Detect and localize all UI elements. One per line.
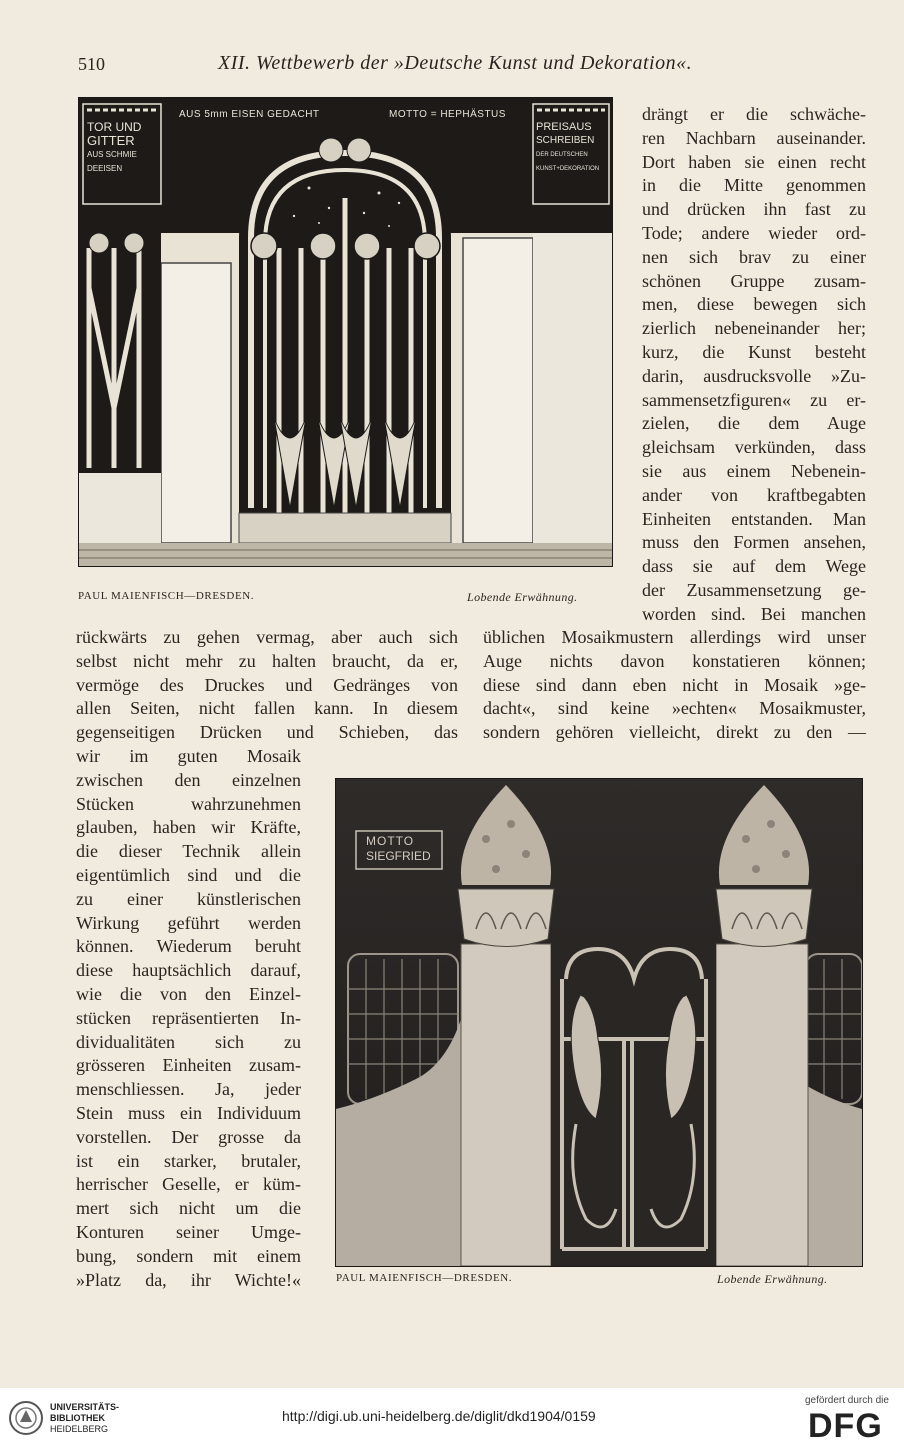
text-line: die dieser Technik allein — [76, 841, 301, 862]
figure-2-caption-award: Lobende Erwähnung. — [717, 1272, 828, 1286]
text-line: dass sie auf dem Wege — [642, 556, 866, 577]
university-seal-icon — [8, 1400, 44, 1436]
text-line: schönen Gruppe zusam- — [642, 270, 866, 291]
figure-1-plate-title: AUS 5mm EISEN GEDACHT — [179, 109, 320, 120]
text-line: sondern gehören vielleicht, direkt zu den — — [483, 722, 866, 743]
text-line: nen sich brav zu einer — [642, 246, 866, 267]
text-line: men, diese bewegen sich — [642, 294, 866, 315]
library-line: UNIVERSITÄTS- — [50, 1402, 120, 1412]
right-sign-line: PREISAUS — [536, 121, 592, 133]
left-sign-line: TOR UND — [87, 120, 142, 134]
motto-sign-line: MOTTO — [366, 834, 415, 848]
text-line: wie die von den Einzel- — [76, 983, 301, 1004]
text-line: in die Mitte genommen — [642, 175, 866, 196]
digital-library-footer — [0, 1388, 904, 1452]
text-line: mert sich nicht um die — [76, 1198, 301, 1219]
text-line: Wirkung geführt werden — [76, 912, 301, 933]
text-line: rückwärts zu gehen vermag, aber auch sich — [76, 627, 458, 647]
text-line: Dort haben sie einen recht — [642, 151, 866, 172]
text-line: grösseren Einheiten zusam- — [76, 1055, 301, 1076]
figure-1-drawing — [79, 98, 612, 566]
text-line: zierlich nebeneinander her; — [642, 318, 866, 339]
text-line: vorstellen. Der grosse da — [76, 1126, 301, 1147]
right-sign-line: DER DEUTSCHEN — [536, 152, 588, 158]
text-line: Einheiten entstanden. Man — [642, 508, 866, 529]
figure-2-caption-author: PAUL MAIENFISCH—DRESDEN. — [336, 1272, 513, 1284]
text-line: zwischen den einzelnen — [76, 769, 301, 790]
text-line: allen Seiten, nicht fallen kann. In diesem — [76, 698, 458, 719]
text-line: wir im guten Mosaik — [76, 746, 301, 766]
library-line: BIBLIOTHEK — [50, 1413, 105, 1423]
text-line: dacht«, sind keine »echten« Mosaikmuster, — [483, 698, 866, 719]
text-line: sammensetzfiguren« zu er- — [642, 389, 866, 410]
page-number: 510 — [78, 54, 105, 74]
text-line: zielen, die dem Auge — [642, 413, 866, 434]
text-line: Konturen seiner Umge- — [76, 1221, 301, 1242]
text-line: können. Wiederum beruht — [76, 936, 301, 957]
text-line: Auge nichts davon konstatieren können; — [483, 650, 866, 671]
text-line: üblichen Mosaikmustern allerdings wird unser — [483, 627, 866, 647]
text-line: selbst nicht mehr zu halten braucht, da er, — [76, 650, 458, 671]
text-line: ist ein starker, brutaler, — [76, 1150, 301, 1171]
text-line: drängt er die schwäche- — [642, 104, 866, 124]
text-line: »Platz da, ihr Wichte!« — [76, 1269, 301, 1290]
text-line: zu einer künstlerischen — [76, 888, 301, 909]
right-sign-line: KUNST+DEKORATION — [536, 166, 600, 172]
text-line: vermöge des Druckes und Gedränges von — [76, 674, 458, 695]
text-line: Tode; andere wieder ord- — [642, 222, 866, 243]
text-line: menschliessen. Ja, jeder — [76, 1079, 301, 1100]
text-line: gegenseitigen Drücken und Schieben, das — [76, 722, 458, 743]
lower-left-text — [76, 745, 301, 1292]
funding-label: gefördert durch die — [805, 1395, 889, 1406]
mid-right-text — [483, 626, 866, 745]
text-line: diese hauptsächlich darauf, — [76, 960, 301, 981]
text-line: gleichsam verkünden, dass — [642, 437, 866, 458]
text-line: Stein muss ein Individuum — [76, 1102, 301, 1123]
figure-1-plate-motto: MOTTO = HEPHÄSTUS — [389, 109, 506, 120]
text-line: stücken repräsentierten In- — [76, 1007, 301, 1028]
running-head: XII. Wettbewerb der »Deutsche Kunst und Dekoration«. — [218, 52, 693, 74]
figure-2-gate-plate — [335, 778, 863, 1267]
text-line: muss den Formen ansehen, — [642, 532, 866, 553]
text-line: diese sind dann eben nicht in Mosaik »ge- — [483, 674, 866, 695]
text-line: sie aus einem Nebenein- — [642, 460, 866, 481]
text-line: eigentümlich sind und die — [76, 864, 301, 885]
text-line: worden sind. Bei manchen — [642, 603, 866, 624]
text-line: und drücken ihn fast zu — [642, 199, 866, 220]
text-line: ren Nachbarn auseinander. — [642, 127, 866, 148]
library-line: HEIDELBERG — [50, 1424, 109, 1434]
motto-sign-line: SIEGFRIED — [366, 849, 431, 863]
dfg-logo: DFG — [808, 1407, 883, 1445]
left-sign-line: DEEISEN — [87, 164, 123, 173]
left-sign-line: GITTER — [87, 133, 135, 148]
text-line: kurz, die Kunst besteht — [642, 341, 866, 362]
left-sign-line: AUS SCHMIE — [87, 150, 137, 159]
figure-1-gate-plate — [78, 97, 613, 567]
library-logo-text — [50, 1402, 119, 1435]
text-line: dividualitäten sich zu — [76, 1031, 301, 1052]
figure-1-right-sign — [536, 120, 608, 176]
text-line: herrischer Geselle, er küm- — [76, 1174, 301, 1195]
text-line: Stücken wahrzunehmen — [76, 793, 301, 814]
figure-1-caption-award: Lobende Erwähnung. — [467, 590, 578, 604]
right-sign-line: SCHREIBEN — [536, 135, 595, 146]
figure-2-motto-sign — [366, 834, 431, 864]
figure-1-caption-author: PAUL MAIENFISCH—DRESDEN. — [78, 590, 255, 602]
right-column-text — [642, 103, 866, 627]
text-line: bung, sondern mit einem — [76, 1245, 301, 1266]
document-url-link[interactable]: http://digi.ub.uni-heidelberg.de/diglit/dkd1904/0159 — [282, 1408, 596, 1424]
text-line: der Zusammensetzung ge- — [642, 579, 866, 600]
text-line: darin, ausdrucksvolle »Zu- — [642, 365, 866, 386]
figure-1-left-sign — [87, 120, 157, 176]
text-line: glauben, haben wir Kräfte, — [76, 817, 301, 838]
text-line: ander von kraftbegabten — [642, 484, 866, 505]
mid-left-text — [76, 626, 458, 745]
